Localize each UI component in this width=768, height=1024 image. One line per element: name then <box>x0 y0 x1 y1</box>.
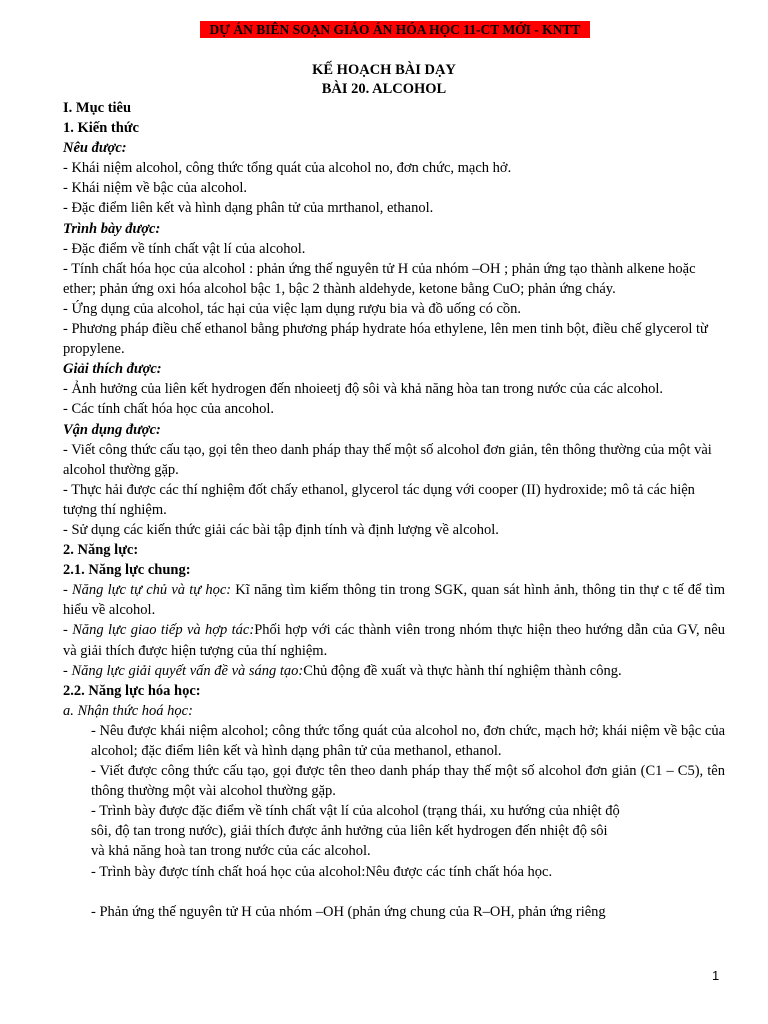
list-item: - Đặc điểm liên kết và hình dạng phân tử của mrthanol, ethanol. <box>63 200 434 217</box>
document-body <box>63 98 725 922</box>
subheading-general-competence: 2.1. Năng lực chung: <box>63 562 191 579</box>
lesson-title: BÀI 20. ALCOHOL <box>321 81 447 97</box>
list-item: - Ảnh hưởng của liên kết hydrogen đến nhoieetj độ sôi và khả năng hòa tan trong nước của các alcohol. <box>63 381 663 398</box>
list-item: - Ứng dụng của alcohol, tác hại của việc lạm dụng rượu bia và đồ uống có cồn. <box>63 300 522 317</box>
label-van-dung: Vận dụng được: <box>63 421 161 438</box>
list-item: - Thực hải được các thí nghiệm đốt chấy ethanol, glycerol tác dụng với cooper (II) hydroxide; mô tả các hiện tượng thí nghiệm. <box>63 481 695 518</box>
list-item: - Đặc điểm về tính chất vật lí của alcohol. <box>63 240 306 257</box>
list-item-line: và khả năng hoà tan trong nước của các alcohol. <box>91 843 371 860</box>
competence-communication <box>63 620 725 660</box>
competence-self-study <box>63 580 725 620</box>
list-item: - Trình bày được tính chất hoá học của alcohol:Nêu được các tính chất hóa học. <box>91 863 553 880</box>
page-number: 1 <box>712 968 720 983</box>
list-item-line: sôi, độ tan trong nước), giải thích được ảnh hưởng của liên kết hydrogen đến nhiệt độ sôi <box>91 823 608 840</box>
list-item: - Sử dụng các kiến thức giải các bài tập định tính và định lượng về alcohol. <box>63 521 499 538</box>
list-item: - Viết được công thức cấu tạo, gọi được tên theo danh pháp thay thế một số alcohol đơn giản (C1 – C5), tên thông thường một vài alcohol thường gặp. <box>91 763 725 800</box>
competence-text: Chủ động đề xuất và thực hành thí nghiệm thành công. <box>303 662 622 679</box>
competence-text: Kĩ năng tìm kiếm thông tin trong SGK, quan sát hình ảnh, thông tin thự c tế để tìm hiểu về alcohol. <box>63 582 725 619</box>
project-banner: DỰ ÁN BIÊN SOẠN GIÁO ÁN HÓA HỌC 11-CT MỚI - KNTT <box>200 21 590 38</box>
plan-title: KẾ HOẠCH BÀI DẠY <box>312 62 456 78</box>
list-item: - Phản ứng thế nguyên tử H của nhóm –OH (phản ứng chung của R–OH, phản ứng riêng <box>91 903 606 920</box>
list-item: - Các tính chất hóa học của ancohol. <box>63 401 274 418</box>
section-heading-competence: 2. Năng lực: <box>63 542 139 559</box>
label-chemistry-cognition: a. Nhận thức hoá học: <box>63 702 193 719</box>
competence-text: Phối hợp với các thành viên trong nhóm thực hiện theo hướng dẫn của GV, nêu và giải thích được hiện tượng của thí nghiệm. <box>63 622 725 659</box>
section-heading-objectives: I. Mục tiêu <box>63 100 132 116</box>
subheading-knowledge: 1. Kiến thức <box>63 120 139 137</box>
blank-line <box>63 882 725 902</box>
label-giai-thich: Giải thích được: <box>63 361 162 378</box>
competence-label: - Năng lực giao tiếp và hợp tác: <box>63 622 255 639</box>
competence-label: - Năng lực giải quyết vấn đề và sáng tạo: <box>63 662 304 679</box>
list-item: - Tính chất hóa học của alcohol : phản ứng thế nguyên tử H của nhóm –OH ; phản ứng tạo thành alkene hoặc ether; phản ứng oxi hóa alcohol bậc 1, bậc 2 thành aldehyde, ketone bằng CuO; phản ứng cháy. <box>63 260 696 297</box>
list-item: - Phương pháp điều chế ethanol bằng phương pháp hydrate hóa ethylene, lên men tinh bột, điều chế glycerol từ propylene. <box>63 321 708 358</box>
competence-problem-solving <box>63 661 725 681</box>
label-neu-duoc: Nêu được: <box>63 140 127 157</box>
subheading-chemistry-competence: 2.2. Năng lực hóa học: <box>63 682 201 699</box>
label-trinh-bay: Trình bày được: <box>63 220 161 237</box>
list-item: - Nêu được khái niệm alcohol; công thức tổng quát của alcohol no, đơn chức, mạch hở; khái niệm về bậc của alcohol; đặc điểm liên kết và hình dạng phân tử của methanol, ethanol. <box>91 722 725 759</box>
list-item: - Khái niệm về bậc của alcohol. <box>63 180 247 197</box>
competence-label: - Năng lực tự chủ và tự học: <box>63 582 232 599</box>
list-item: - Viết công thức cấu tạo, gọi tên theo danh pháp thay thế một số alcohol đơn giản, tên thông thường của một vài alcohol thường gặp. <box>63 441 712 478</box>
list-item-line: - Trình bày được đặc điểm về tính chất vật lí của alcohol (trạng thái, xu hướng của nhiệt độ <box>91 803 620 820</box>
list-item: - Khái niệm alcohol, công thức tổng quát của alcohol no, đơn chức, mạch hở. <box>63 160 512 177</box>
